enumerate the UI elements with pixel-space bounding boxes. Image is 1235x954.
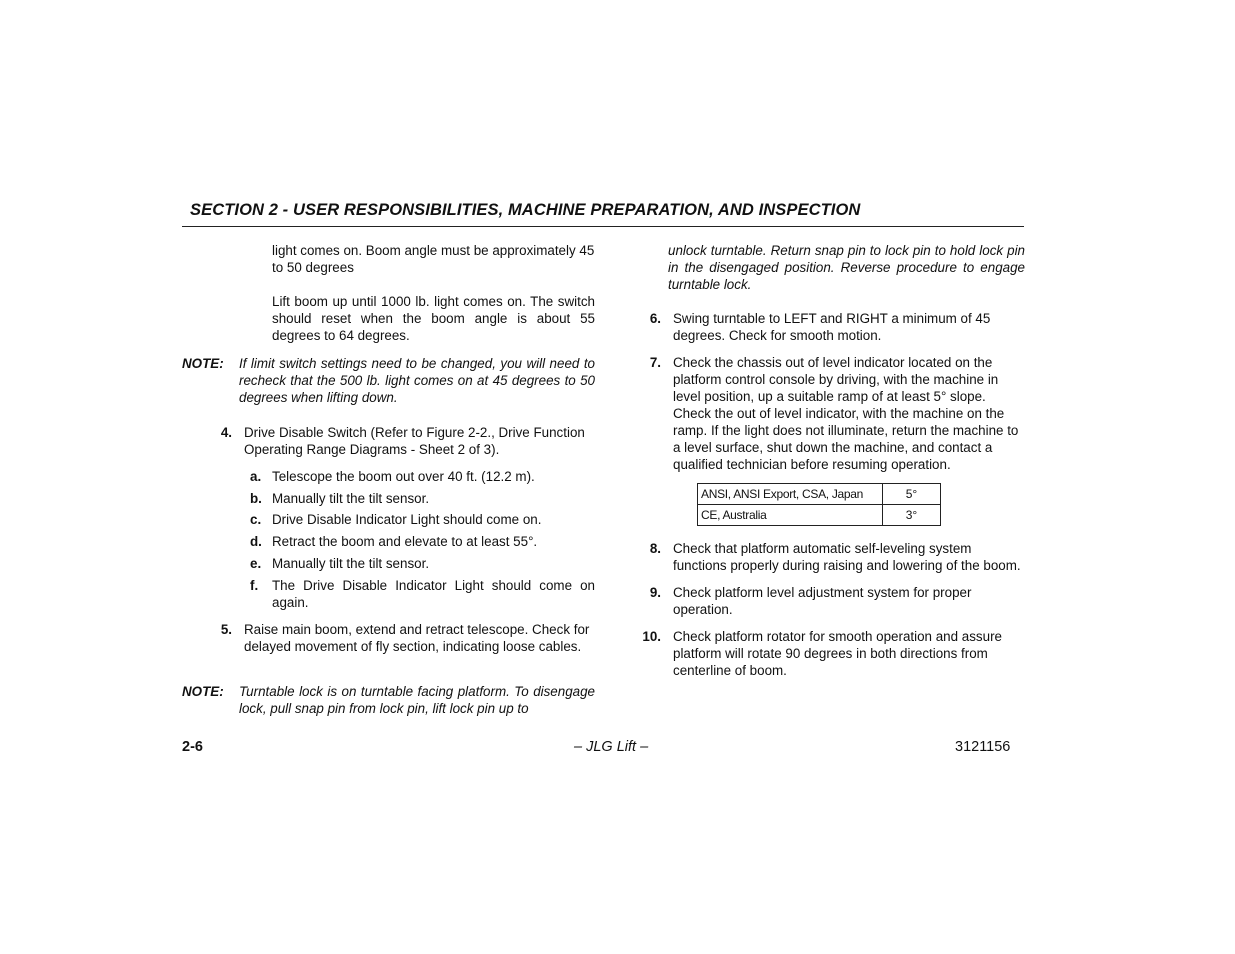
- note-text: If limit switch settings need to be changed, you will need to recheck that the 500 lb. light comes on at 45 degrees to 50 degrees when lifting down.: [239, 356, 595, 405]
- sub-step-text: The Drive Disable Indicator Light should come on again.: [272, 578, 595, 610]
- sub-step-letter: a.: [250, 469, 262, 484]
- sub-step-text: Retract the boom and elevate to at least 55°.: [272, 534, 538, 549]
- step-number: 8.: [649, 541, 661, 556]
- sub-step-letter: e.: [250, 556, 262, 571]
- footer-publisher: – JLG Lift –: [574, 739, 649, 755]
- step-number: 10.: [642, 629, 661, 644]
- step-text: Check that platform automatic self-leveling system functions properly during raising and lowering of the boom.: [673, 541, 1021, 573]
- slope-table: [697, 483, 941, 526]
- header-rule: [182, 226, 1024, 227]
- sub-step-text: Manually tilt the tilt sensor.: [272, 491, 430, 506]
- sub-step-letter: d.: [250, 534, 262, 549]
- step-text: Check the chassis out of level indicator located on the platform control console by driving, with the machine in level position, up a suitable ramp of at least 5° slope. Check the out of level indicator, with the machine on the ramp. If the light does not illuminate, return the machine to a level surface, shut down the machine, and contact a qualified technician before resuming operation.: [673, 355, 1019, 472]
- step-number: 4.: [220, 425, 232, 440]
- sub-step-letter: b.: [250, 491, 262, 506]
- document-number: 3121156: [955, 739, 1011, 755]
- step-number: 9.: [649, 585, 661, 600]
- sub-step-text: Telescope the boom out over 40 ft. (12.2 m).: [272, 469, 535, 484]
- step-text: Check platform level adjustment system for proper operation.: [673, 585, 972, 617]
- note-continued-text: unlock turntable. Return snap pin to lock pin to hold lock pin in the disengaged position. Reverse procedure to engage turntable lock.: [668, 243, 1025, 292]
- table-cell-slope: 3°: [883, 505, 941, 526]
- step-text: Swing turntable to LEFT and RIGHT a minimum of 45 degrees. Check for smooth motion.: [673, 311, 991, 343]
- table-row: [698, 505, 941, 526]
- note-label: NOTE:: [182, 356, 224, 371]
- step-number: 6.: [649, 311, 661, 326]
- note-label: NOTE:: [182, 684, 224, 699]
- continued-paragraph-2: Lift boom up until 1000 lb. light comes on. The switch should reset when the boom angle is about 55 degrees to 64 degrees.: [272, 294, 595, 343]
- sub-step-text: Drive Disable Indicator Light should come on.: [272, 512, 542, 527]
- step-text: Raise main boom, extend and retract telescope. Check for delayed movement of fly section, indicating loose cables.: [244, 622, 590, 654]
- step-text: Check platform rotator for smooth operation and assure platform will rotate 90 degrees in both directions from centerline of boom.: [673, 629, 1002, 678]
- table-cell-region: CE, Australia: [698, 505, 883, 526]
- note-text: Turntable lock is on turntable facing platform. To disengage lock, pull snap pin from lock pin, lift lock pin up to: [239, 684, 595, 716]
- table-row: [698, 484, 941, 505]
- table-cell-slope: 5°: [883, 484, 941, 505]
- sub-step-letter: f.: [250, 578, 259, 593]
- step-text: Drive Disable Switch (Refer to Figure 2-2., Drive Function Operating Range Diagrams - Sheet 2 of 3).: [244, 425, 585, 457]
- page-number: 2-6: [182, 739, 203, 755]
- step-number: 7.: [649, 355, 661, 370]
- sub-step-letter: c.: [250, 512, 262, 527]
- table-cell-region: ANSI, ANSI Export, CSA, Japan: [698, 484, 883, 505]
- section-header: SECTION 2 - USER RESPONSIBILITIES, MACHINE PREPARATION, AND INSPECTION: [190, 201, 861, 219]
- step-number: 5.: [220, 622, 232, 637]
- sub-step-text: Manually tilt the tilt sensor.: [272, 556, 430, 571]
- continued-paragraph-1: light comes on. Boom angle must be approximately 45 to 50 degrees: [272, 243, 595, 275]
